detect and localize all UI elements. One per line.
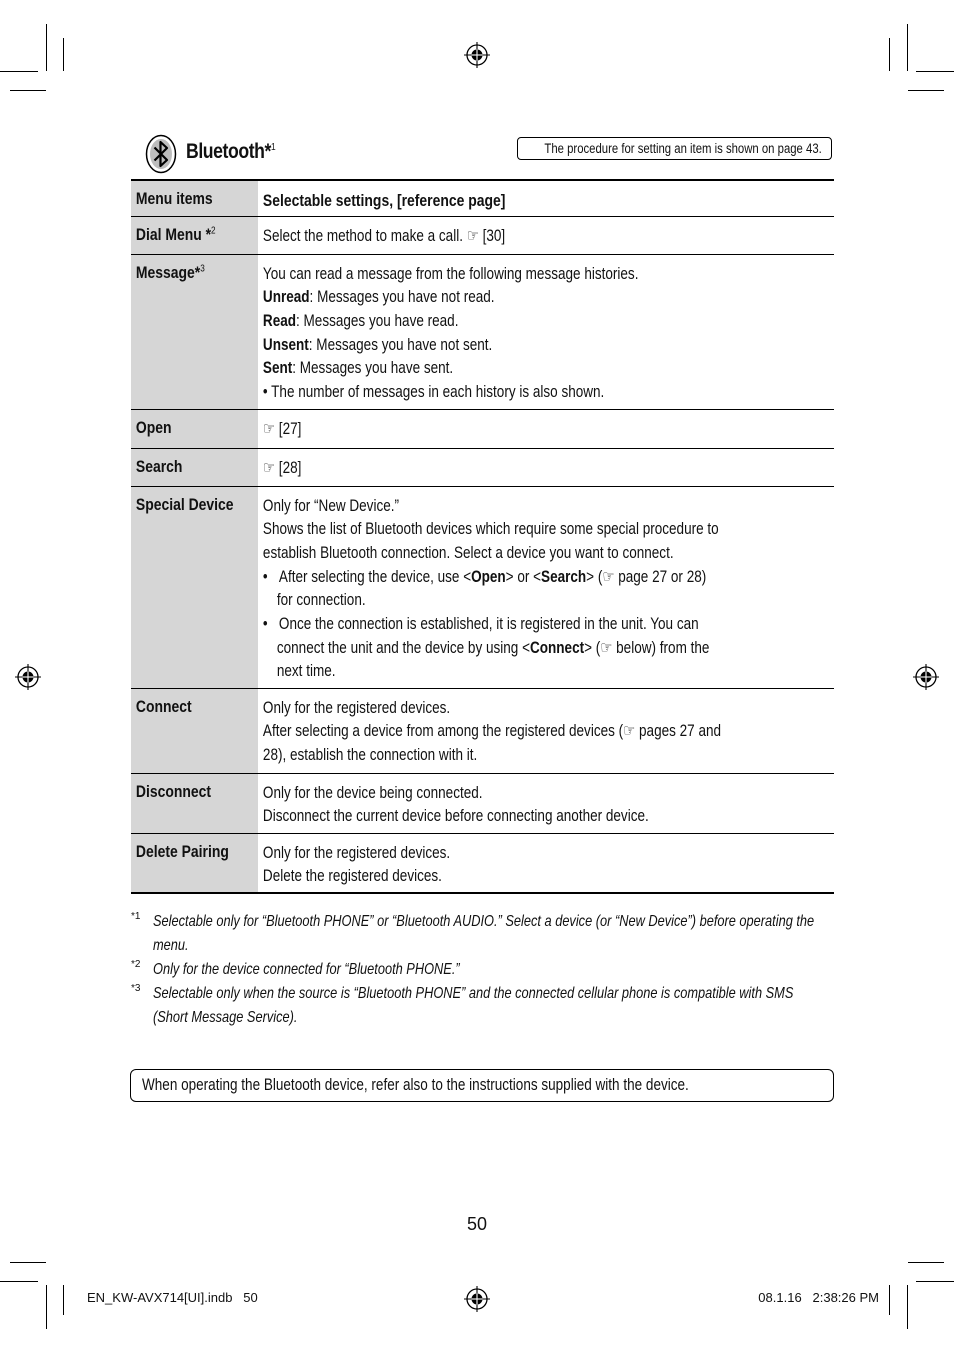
table-row <box>131 486 834 688</box>
table-row <box>131 254 834 409</box>
menu-item-cell: Message*$^3$ <box>131 254 258 409</box>
file-slug: EN_KW-AVX714[UI].indb 50 <box>87 1290 258 1305</box>
setting-cell: ☞ [28] <box>258 448 834 486</box>
table-row <box>131 833 834 893</box>
note-box: When operating the Bluetooth device, refer also to the instructions supplied with the device. <box>130 1069 834 1102</box>
registration-mark-icon <box>913 664 939 690</box>
setting-cell: Only for the registered devices. Delete the registered devices. <box>258 833 834 893</box>
setting-cell: Only for “New Device.” Shows the list of Bluetooth devices which require some special procedure to establish Bluetooth connection. Select a device you want to connect. • After selecting the device, use <Open> or <Search> (☞ page 27 or 28) for connection. • Once the connection is established, it is registered in the unit. You can connect the unit and the device by using <Connect> (☞ below) from the next time. <box>258 486 834 688</box>
column-header: Selectable settings, [reference page] <box>258 180 834 216</box>
crop-mark <box>46 1285 47 1329</box>
bluetooth-icon <box>145 134 177 174</box>
crop-mark <box>10 1262 46 1263</box>
registration-mark-icon <box>15 664 41 690</box>
crop-mark <box>889 38 890 71</box>
crop-mark <box>889 1285 890 1315</box>
menu-item-cell: Delete Pairing <box>131 833 258 893</box>
crop-mark <box>908 1262 944 1263</box>
menu-item-cell: Special Device <box>131 486 258 688</box>
registration-mark-icon <box>464 42 490 68</box>
crop-mark <box>63 1285 64 1315</box>
setting-cell: Only for the device being connected. Disconnect the current device before connecting another device. <box>258 773 834 833</box>
table-row <box>131 409 834 448</box>
crop-mark <box>907 1285 908 1329</box>
crop-mark <box>0 71 38 72</box>
procedure-note: The procedure for setting an item is shown on page 43. <box>517 137 832 160</box>
crop-mark <box>907 24 908 71</box>
setting-cell: You can read a message from the following message histories. Unread: Messages you have not read. Read: Messages you have read. Unsent: Messages you have not sent. Sent: Messages you have sent. • The number of messages in each history is also shown. <box>258 254 834 409</box>
date-slug: 08.1.16 2:38:26 PM <box>758 1290 879 1305</box>
setting-cell: Select the method to make a call. ☞ [30] <box>258 216 834 254</box>
crop-mark <box>0 1281 38 1282</box>
menu-item-cell: Dial Menu *$^2$ <box>131 216 258 254</box>
menu-item-cell: Connect <box>131 688 258 773</box>
page-title: Bluetooth*$^1$ <box>186 140 276 163</box>
menu-item-cell: Search <box>131 448 258 486</box>
setting-cell: ☞ [27] <box>258 409 834 448</box>
table-row <box>131 448 834 486</box>
crop-mark <box>908 90 944 91</box>
settings-table <box>131 179 834 894</box>
registration-mark-icon <box>464 1286 490 1312</box>
crop-mark <box>10 90 46 91</box>
menu-item-cell: Open <box>131 409 258 448</box>
crop-mark <box>46 24 47 71</box>
table-row <box>131 688 834 773</box>
setting-cell: Only for the registered devices. After selecting a device from among the registered devices (☞ pages 27 and 28), establish the connection with it. <box>258 688 834 773</box>
crop-mark <box>916 71 954 72</box>
page-number: 50 <box>466 1214 488 1234</box>
table-header-row <box>131 180 834 216</box>
crop-mark <box>916 1281 954 1282</box>
column-header: Menu items <box>131 180 258 216</box>
table-row <box>131 216 834 254</box>
crop-mark <box>63 38 64 71</box>
menu-item-cell: Disconnect <box>131 773 258 833</box>
table-row <box>131 773 834 833</box>
